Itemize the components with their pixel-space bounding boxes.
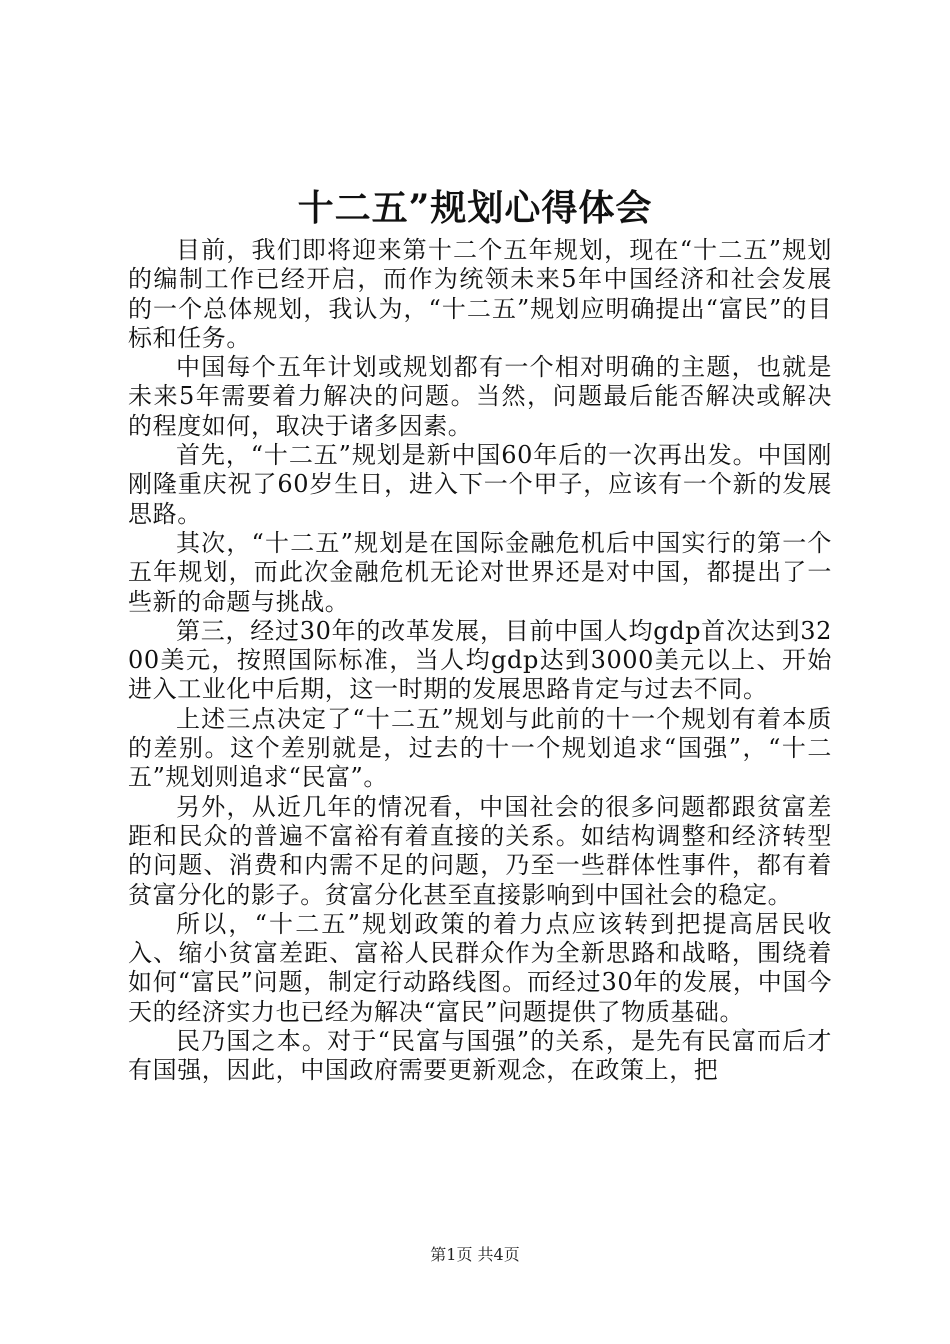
- paragraph-6: 上述三点决定了“十二五”规划与此前的十一个规划有着本质的差别。这个差别就是，过去的十一个规划追求“国强”，“十二五”规划则追求“民富”。: [128, 704, 832, 792]
- document-body: [128, 236, 832, 1086]
- paragraph-5: 第三，经过30年的改革发展，目前中国人均gdp首次达到3200美元，按照国际标准，当人均gdp达到3000美元以上、开始进入工业化中后期，这一时期的发展思路肯定与过去不同。: [128, 616, 832, 704]
- paragraph-2: 中国每个五年计划或规划都有一个相对明确的主题，也就是未来5年需要着力解决的问题。当然，问题最后能否解决或解决的程度如何，取决于诸多因素。: [128, 353, 832, 440]
- paragraph-7: 另外，从近几年的情况看，中国社会的很多问题都跟贫富差距和民众的普遍不富裕有着直接的关系。如结构调整和经济转型的问题、消费和内需不足的问题，乃至一些群体性事件，都有着贫富分化的影子。贫富分化甚至直接影响到中国社会的稳定。: [128, 792, 832, 909]
- paragraph-1: 目前，我们即将迎来第十二个五年规划，现在“十二五”规划的编制工作已经开启，而作为统领未来5年中国经济和社会发展的一个总体规划，我认为，“十二五”规划应明确提出“富民”的目标和任务。: [128, 236, 832, 352]
- page-footer: 第1页 共4页: [430, 1245, 520, 1264]
- paragraph-9: 民乃国之本。对于“民富与国强”的关系，是先有民富而后才有国强，因此，中国政府需要更新观念，在政策上，把: [128, 1027, 832, 1085]
- paragraph-4: 其次，“十二五”规划是在国际金融危机后中国实行的第一个五年规划，而此次金融危机无论对世界还是对中国，都提出了一些新的命题与挑战。: [128, 528, 832, 616]
- paragraph-3: 首先，“十二五”规划是新中国60年后的一次再出发。中国刚刚隆重庆祝了60岁生日，进入下一个甲子，应该有一个新的发展思路。: [128, 441, 832, 528]
- document-title: 十二五”规划心得体会: [297, 187, 653, 229]
- paragraph-8: 所以，“十二五”规划政策的着力点应该转到把提高居民收入、缩小贫富差距、富裕人民群众作为全新思路和战略，围绕着如何“富民”问题，制定行动路线图。而经过30年的发展，中国今天的经济实力也已经为解决“富民”问题提供了物质基础。: [128, 909, 832, 1026]
